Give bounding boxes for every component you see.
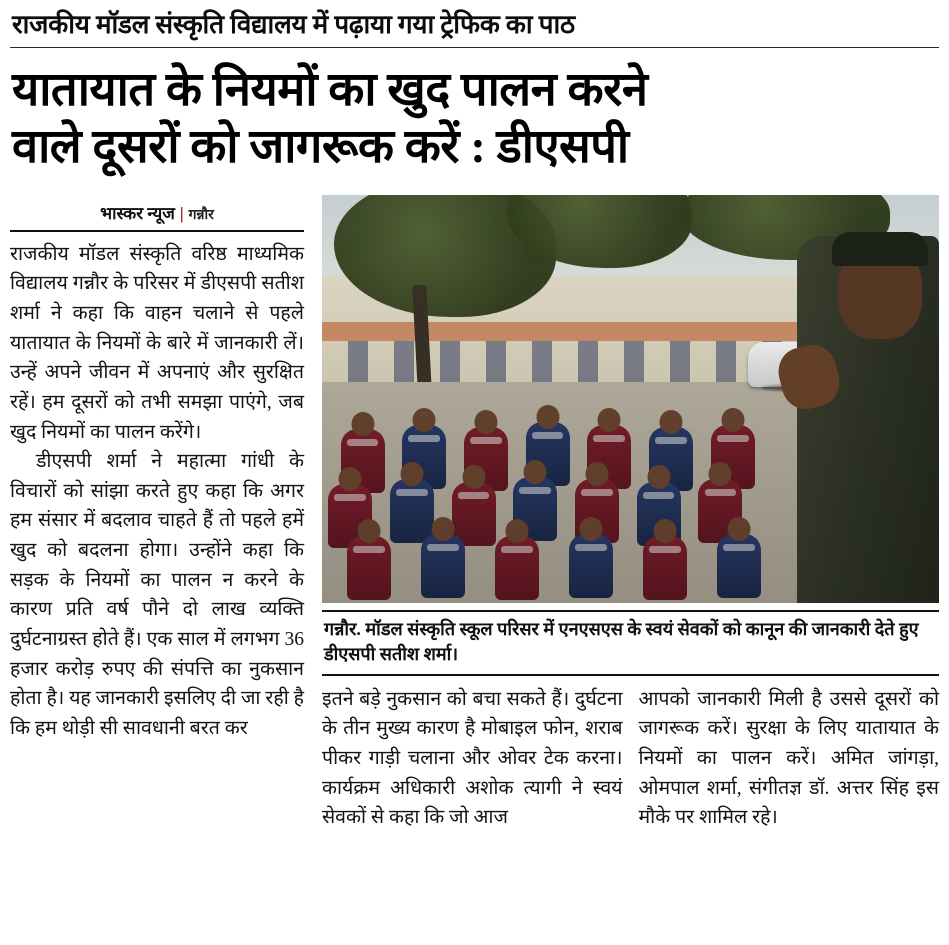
news-photo xyxy=(322,195,939,603)
lower-column-right-text: आपको जानकारी मिली है उससे दूसरों को जागरूक करें। सुरक्षा के लिए यातायात के नियमों का पालन करें। अमित जांगड़ा, ओमपाल शर्मा, संगीतज्ञ डॉ. अत्तर सिंह इस मौके पर शामिल रहे। xyxy=(638,688,939,829)
paragraph: डीएसपी शर्मा ने महात्मा गांधी के विचारों को सांझा करते हुए कहा कि अगर हम संसार में बदलाव चाहते हैं तो पहले हमें खुद को बदलना होगा। उन्होंने कहा कि सड़क के नियमों का पालन न करने के कारण प्रति वर्ष पौने दो लाख व्यक्ति दुर्घटनाग्रस्त होते हैं। एक साल में लगभग 36 हजार करोड़ रुपए की संपत्ति का नुकसान होता है। यह जानकारी इसलिए दी जा रही है कि हम थोड़ी सी सावधानी बरत कर xyxy=(10,451,304,739)
police-officer-figure xyxy=(797,236,939,603)
kicker-overline: राजकीय मॉडल संस्कृति विद्यालय में पढ़ाया गया ट्रेफिक का पाठ xyxy=(12,10,575,39)
lower-column-left-text: इतने बड़े नुकसान को बचा सकते हैं। दुर्घटना के तीन मुख्य कारण है मोबाइल फोन, शराब पीकर गाड़ी चलाना और ओवर टेक करना। कार्यक्रम अधिकारी अशोक त्यागी ने स्वयं सेवकों से कहा कि जो आज xyxy=(322,688,623,829)
caption-place: गन्नौर. xyxy=(324,618,361,639)
student-figure xyxy=(390,479,434,543)
paragraph: राजकीय मॉडल संस्कृति वरिष्ठ माध्यमिक विद्यालय गन्नौर के परिसर में डीएसपी सतीश शर्मा ने कहा कि वाहन चलाने से पहले यातायात के नियमों के बारे में जानकारी लें। उन्हें अपने जीवन में अपनाएं और सुरक्षित रहें। हम दूसरों को तभी समझा पाएंगे, जब खुद नियमों का पालन करेंगे। xyxy=(10,243,304,443)
kicker-divider xyxy=(10,47,939,48)
byline-agency: भास्कर न्यूज xyxy=(100,203,175,223)
student-figure xyxy=(421,534,465,598)
caption-bottom-divider xyxy=(322,674,939,676)
byline-divider xyxy=(10,230,304,232)
article-body xyxy=(10,195,939,833)
left-column-text xyxy=(10,240,304,744)
left-column xyxy=(10,195,318,833)
byline-place: गन्नौर xyxy=(188,207,214,223)
student-figure xyxy=(347,536,391,600)
student-figure xyxy=(569,534,613,598)
headline-line-1: यातायात के नियमों का खुद पालन करने xyxy=(12,64,648,117)
photo-figure xyxy=(322,195,939,603)
student-figure xyxy=(643,536,687,600)
headline-line-2: वाले दूसरों को जागरूक करें : डीएसपी xyxy=(12,121,629,174)
officer-cap xyxy=(832,232,928,266)
byline xyxy=(10,195,304,228)
page-headline xyxy=(10,50,939,183)
caption-text: मॉडल संस्कृति स्कूल परिसर में एनएसएस के स्वयं सेवकों को कानून की जानकारी देते हुए डीएसपी सतीश शर्मा। xyxy=(324,618,919,665)
lower-columns xyxy=(322,685,939,833)
student-figure xyxy=(717,534,761,598)
byline-separator: | xyxy=(179,203,184,223)
photo-caption xyxy=(322,612,939,674)
student-figure xyxy=(495,536,539,600)
right-block xyxy=(318,195,939,833)
